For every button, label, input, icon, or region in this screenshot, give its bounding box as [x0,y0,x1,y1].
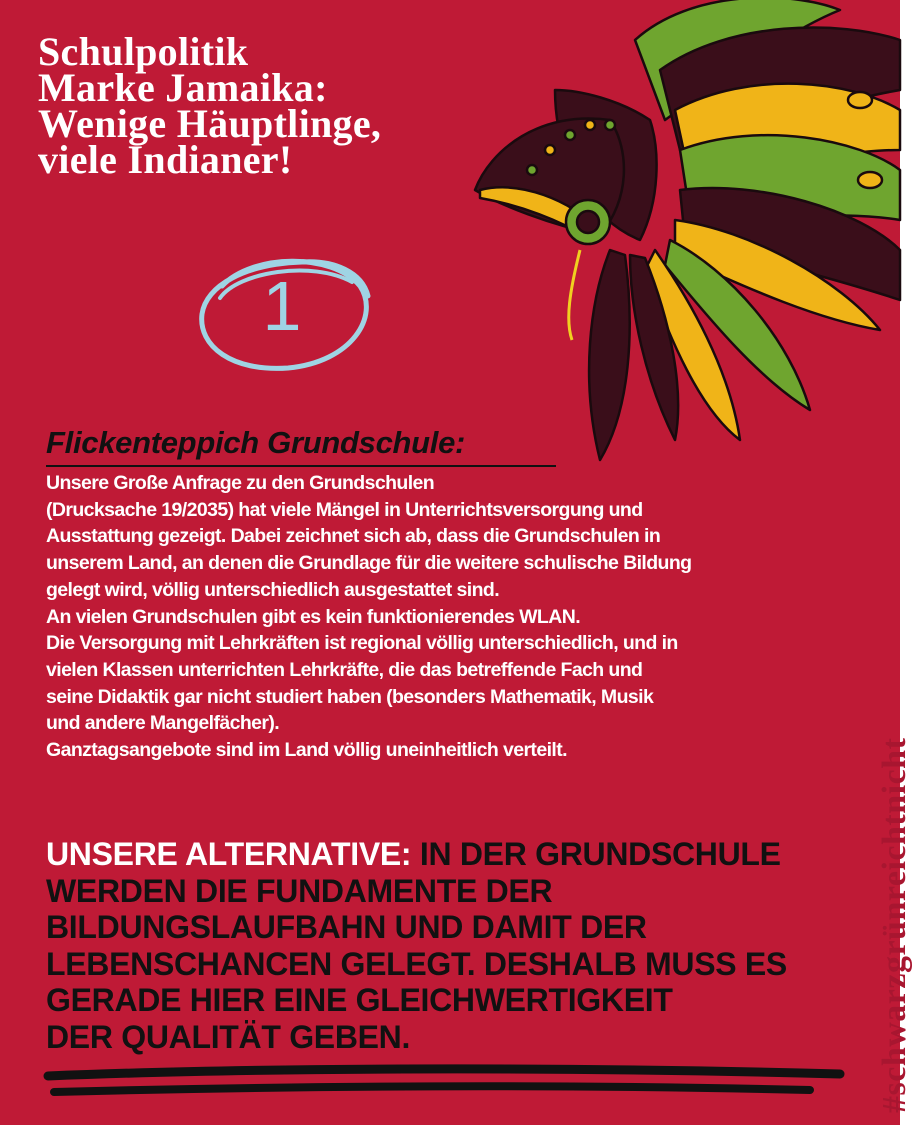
brush-stroke-underline [40,1060,840,1110]
body-paragraph: An vielen Grundschulen gibt es kein funktionierendes WLAN. [46,605,581,628]
alternative-text: IN DER GRUNDSCHULE WERDEN DIE FUNDAMENTE DER BILDUNGSLAUFBAHN UND DAMIT DER LEBENSCHANCEN GELEGT. DESHALB MUSS ES GERADE HIER EINE GLEICHWERTIGKEIT DER QUALITÄT GEBEN. [46,836,787,1055]
alternative-statement [46,836,826,1055]
title-line: viele Indianer! [38,137,293,182]
body-paragraph: Die Versorgung mit Lehrkräften ist regional völlig unterschiedlich, und in vielen Klassen unterrichten Lehrkräfte, die das betreffende Fach und seine Didaktik gar nicht studiert haben (besonders Mathematik, Musik und andere Mangelfächer). [46,632,678,735]
title-line: Marke Jamaika: [38,65,328,110]
body-paragraph: Unsere Große Anfrage zu den Grundschulen (Drucksache 19/2035) hat viele Mängel in Unterrichtsversorgung und Ausstattung gezeigt. Dabei zeichnet sich ab, dass die Grundschulen in unserem Land, an denen die Grundlage für die weitere schulische Bildung gelegt wird, völlig unterschiedlich ausgestattet sind. [46,472,692,601]
title-line: Schulpolitik [38,29,249,74]
heading-underline [46,465,556,467]
circle-number-label: 1 [262,267,302,345]
hand-drawn-circle-icon [192,246,372,376]
hashtag-text: #schwarzgrünreichtnicht [876,737,913,1113]
feather-headdress-illustration [460,0,900,470]
body-paragraph: Ganztagsangebote sind im Land völlig uneinheitlich verteilt. [46,739,567,762]
alternative-lead: UNSERE ALTERNATIVE: [46,836,412,872]
title-line: Wenige Häuptlinge, [38,101,382,146]
section-heading: Flickenteppich Grundschule: [46,425,466,460]
body-text [46,470,846,764]
